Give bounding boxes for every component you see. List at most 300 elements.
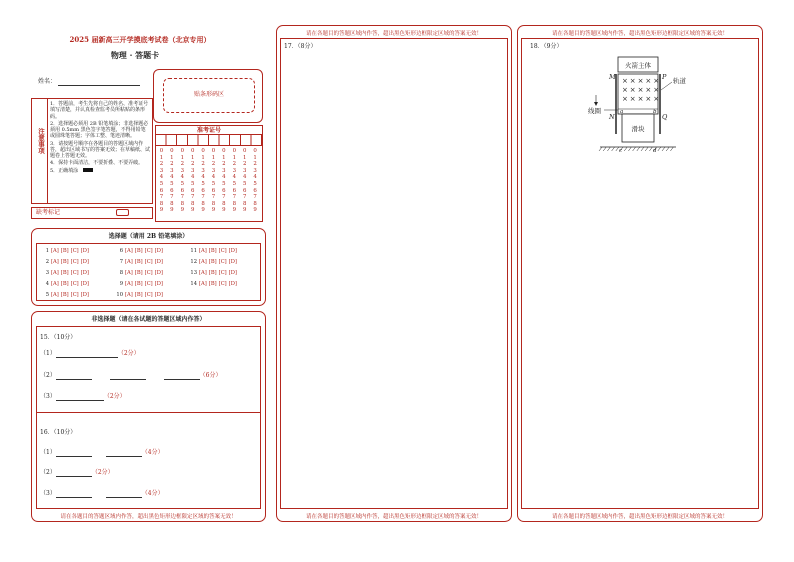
choice-option-bubble[interactable]: [D] [80,292,89,298]
id-digit-bubble[interactable]: 8 [232,200,237,207]
ground-hatch-line [628,147,631,151]
id-digit-bubble[interactable]: 8 [180,200,185,207]
choice-question-row[interactable] [115,259,165,265]
ground-hatch [599,147,673,151]
id-digit-bubble[interactable]: 3 [180,167,185,174]
id-digit-bubble[interactable]: 3 [232,167,237,174]
slider-label: 滑块 [631,125,645,133]
field-x-mark: × [637,86,644,94]
id-digit-bubble[interactable]: 1 [222,154,226,161]
magnetic-field-marks [622,77,659,103]
id-digit-bubble[interactable]: 4 [211,174,216,181]
choice-option-bubble[interactable]: [B] [134,292,143,298]
q16-part2-label: （2） [40,469,56,476]
id-digit-bubble[interactable]: 2 [222,161,226,168]
q15-part2-blank-a[interactable] [56,373,92,380]
ground-hatch-line [607,147,610,151]
id-digit-bubble[interactable]: 2 [232,161,237,168]
coil-label: 线圈 [588,107,601,115]
choice-option-bubble[interactable]: [C] [218,248,227,254]
choice-option-bubble[interactable]: [D] [80,248,89,254]
field-x-mark: × [645,77,652,85]
label-c: c [619,148,623,154]
id-digit-bubble[interactable]: 3 [211,167,216,174]
left-panel [0,0,272,562]
q18-head: 18．（9分） [530,43,563,50]
id-digit-bubble[interactable]: 9 [253,207,257,214]
q16-part3-blank-a[interactable] [56,491,92,498]
choice-question-number: 9 [119,281,123,287]
absent-label: 缺考标记 [36,209,61,216]
choice-option-bubble[interactable]: [B] [134,281,143,287]
id-digit-bubble[interactable]: 1 [180,154,185,161]
id-digit-bubble[interactable]: 4 [190,174,195,181]
id-digit-bubble[interactable]: 6 [242,187,247,194]
id-digit-bubble[interactable]: 3 [222,167,226,174]
id-digit-bubble[interactable]: 7 [190,194,195,201]
id-digit-bubble[interactable]: 3 [253,167,257,174]
id-digit-bubble[interactable]: 2 [242,161,247,168]
id-digit-bubble[interactable]: 9 [242,207,247,214]
id-digit-bubble[interactable]: 0 [253,148,257,154]
q15-part2-label: （2） [40,372,56,379]
id-digit-column[interactable] [230,148,239,214]
id-title: 准考证号 [156,126,262,135]
choice-question-number: 4 [45,281,49,287]
label-Q: Q [662,113,668,121]
q16-part3-score: （4分） [141,490,164,497]
q16-line1[interactable] [40,449,164,457]
choice-option-bubble[interactable]: [D] [80,270,89,276]
q17-head: 17．（8分） [284,43,317,50]
choice-question-number: 12 [190,259,197,265]
id-digit-bubble[interactable]: 6 [190,187,195,194]
id-digit-bubble[interactable]: 8 [211,200,216,207]
q16-part2-blank[interactable] [56,470,92,477]
id-digit-bubble[interactable]: 9 [222,207,226,214]
choice-option-bubble[interactable]: [D] [228,248,237,254]
id-digit-bubble[interactable]: 7 [180,194,185,201]
q15-part3-score: （2分） [103,393,126,400]
choice-option-bubble[interactable]: [A] [125,270,133,276]
id-digit-bubble[interactable]: 4 [232,174,237,181]
choice-option-bubble[interactable]: [C] [218,270,227,276]
q16-part3-blank-b[interactable] [106,491,142,498]
id-digit-column[interactable] [199,148,208,214]
choice-option-bubble[interactable]: [B] [134,259,143,265]
choice-option-bubble[interactable]: [C] [144,281,153,287]
id-digit-bubble[interactable]: 5 [211,180,216,187]
field-x-mark: × [622,77,628,85]
id-digit-bubble[interactable]: 2 [170,161,174,168]
choice-option-bubble[interactable]: [D] [154,281,163,287]
choice-option-bubble[interactable]: [A] [51,248,59,254]
left-notice: 请在各题目的答题区域内作答，超出黑色矩形边框限定区域的答案无效！ [60,514,237,520]
q18-notice-top: 请在各题目的答题区域内作答，超出黑色矩形边框限定区域的答案无效！ [551,31,728,37]
q16-line2[interactable] [40,469,114,477]
choice-option-bubble[interactable]: [A] [199,248,207,254]
name-underline [58,79,140,86]
choice-option-bubble[interactable]: [C] [144,270,153,276]
id-digit-bubble[interactable]: 9 [180,207,185,214]
q15-part1-score: （2分） [117,350,140,357]
q15-part2-blank-c[interactable] [164,373,200,380]
choice-option-bubble[interactable]: [C] [144,292,153,298]
id-digit-bubble[interactable]: 6 [201,187,205,194]
q18-figure [582,52,692,160]
id-digit-bubble[interactable]: 3 [159,167,164,174]
choice-question-number: 13 [190,270,197,276]
id-digit-bubble[interactable]: 5 [190,180,195,187]
id-digit-bubble[interactable]: 1 [242,154,247,161]
choice-question-row[interactable] [41,259,91,265]
exam-title: 2025 届新高三开学摸底考试卷（北京专用） [69,35,211,44]
choice-question-number: 6 [119,248,123,254]
choice-option-bubble[interactable]: [A] [125,259,133,265]
q15-part1-blank[interactable] [56,351,118,358]
choice-question-number: 7 [119,259,123,265]
choice-rows [37,244,262,302]
id-digit-bubble[interactable]: 1 [211,154,216,161]
filled-sample [83,168,93,172]
note-5-text: 5．正确填涂 [50,167,79,174]
q16-part1-label: （1） [40,449,56,456]
id-digit-bubble[interactable]: 2 [253,161,257,168]
id-write-cells [156,135,262,146]
choice-option-bubble[interactable]: [C] [70,248,79,254]
q15-part1-label: （1） [40,350,56,357]
note-2: 2．选择题必须用 2B 铅笔填涂；非选择题必须用 0.5mm 黑色签字笔答题，不得用铅笔或圆珠笔答题；字体工整、笔迹清晰。 [50,120,149,140]
field-x-mark: × [653,86,660,94]
track-label: 轨道 [673,77,686,85]
notes-title: 注意事项 [37,128,45,154]
choice-question-row[interactable] [189,270,239,276]
id-digit-column[interactable] [157,148,166,214]
q15-line3[interactable] [40,393,126,401]
id-digit-bubble[interactable]: 6 [180,187,185,194]
id-digit-bubble[interactable]: 9 [211,207,216,214]
id-digit-bubble[interactable]: 6 [253,187,257,194]
q15-part3-label: （3） [40,393,56,400]
choice-question-row[interactable] [41,281,91,287]
choice-option-bubble[interactable]: [B] [134,248,143,254]
id-digit-bubble[interactable]: 7 [201,194,205,201]
q17-notice-top: 请在各题目的答题区域内作答，超出黑色矩形边框限定区域的答案无效！ [305,31,482,37]
id-digit-bubble[interactable]: 4 [201,174,205,181]
id-digit-bubble[interactable]: 8 [242,200,247,207]
id-digit-bubble[interactable]: 5 [159,180,164,187]
id-digit-column[interactable] [219,148,228,214]
id-digit-bubble[interactable]: 7 [222,194,226,201]
id-digit-bubble[interactable]: 6 [211,187,216,194]
id-digit-bubble[interactable]: 0 [190,148,195,154]
id-digit-bubble[interactable]: 8 [253,200,257,207]
field-x-mark: × [645,86,652,94]
field-x-mark: × [629,77,636,85]
choice-option-bubble[interactable]: [A] [125,248,133,254]
subject-title: 物理 · 答题卡 [110,50,160,60]
field-x-mark: × [637,95,644,103]
q16-part2-score: （2分） [91,469,114,476]
q16-head: 16．（10分） [40,429,77,436]
q18-notice-bottom: 请在各题目的答题区域内作答，超出黑色矩形边框限定区域的答案无效！ [551,514,728,520]
q16-line3[interactable] [40,490,164,498]
choice-option-bubble[interactable]: [B] [208,248,217,254]
id-digit-bubble[interactable]: 4 [180,174,185,181]
q15-head: 15．（10分） [40,334,77,341]
id-digit-bubble[interactable]: 0 [211,148,216,154]
choice-option-bubble[interactable]: [A] [51,281,59,287]
choice-question-row[interactable] [115,270,165,276]
id-digit-bubble[interactable]: 3 [190,167,195,174]
id-digit-bubble[interactable]: 3 [170,167,174,174]
label-a: a [620,109,624,115]
choice-option-bubble[interactable]: [C] [70,270,79,276]
id-digit-columns [157,148,261,220]
choice-option-bubble[interactable]: [A] [51,292,59,298]
id-digit-bubble[interactable]: 6 [232,187,237,194]
id-digit-bubble[interactable]: 7 [159,194,164,201]
id-digit-bubble[interactable]: 2 [180,161,185,168]
id-digit-column[interactable] [240,148,249,214]
choice-question-row[interactable] [115,292,165,298]
id-digit-bubble[interactable]: 1 [170,154,174,161]
absent-checkbox[interactable] [116,209,129,216]
choice-question-number: 1 [45,248,49,254]
label-b: b [653,109,657,115]
id-digit-bubble[interactable]: 0 [180,148,185,154]
choice-option-bubble[interactable]: [B] [208,270,217,276]
field-x-mark: × [622,86,628,94]
id-digit-bubble[interactable]: 8 [222,200,226,207]
choice-option-bubble[interactable]: [D] [80,259,89,265]
rocket-label: 火箭主体 [625,61,651,70]
q17-notice-bottom: 请在各题目的答题区域内作答，超出黑色矩形边框限定区域的答案无效！ [305,514,482,520]
id-digit-column[interactable] [188,148,197,214]
note-3: 3．请按题号顺序在各题目的答题区域内作答，超出区域书写的答案无效；在草稿纸、试题卷上答题无效。 [50,140,151,159]
id-digit-bubble[interactable]: 7 [211,194,216,201]
choice-question-number: 3 [45,270,49,276]
choice-option-bubble[interactable]: [A] [51,259,59,265]
choice-question-row[interactable] [41,248,91,254]
id-digit-bubble[interactable]: 4 [222,174,226,181]
nonchoice-title: 非选择题（请在各试题的答题区域内作答） [91,316,206,323]
q17-answer-area[interactable] [280,38,508,509]
id-digit-bubble[interactable]: 5 [170,180,174,187]
id-digit-bubble[interactable]: 3 [201,167,205,174]
name-label: 姓名： [38,78,57,85]
choice-option-bubble[interactable]: [A] [51,270,59,276]
choice-option-bubble[interactable]: [B] [208,281,217,287]
id-digit-bubble[interactable]: 0 [232,148,237,154]
field-x-mark: × [622,95,628,103]
ground-hatch-line [649,147,652,151]
id-digit-bubble[interactable]: 2 [211,161,216,168]
choice-option-bubble[interactable]: [D] [80,281,89,287]
id-digit-bubble[interactable]: 0 [201,148,205,154]
id-digit-bubble[interactable]: 5 [242,180,247,187]
id-digit-bubble[interactable]: 3 [242,167,247,174]
id-digit-bubble[interactable]: 7 [242,194,247,201]
choice-question-number: 11 [190,248,197,254]
field-x-mark: × [629,95,636,103]
id-digit-bubble[interactable]: 8 [190,200,195,207]
note-1: 1．答题前，考生先将自己的姓名、准考证号填写清楚，并认真检查监考员所粘贴的条形码。 [50,101,149,120]
id-digit-bubble[interactable]: 4 [170,174,174,181]
choice-question-row[interactable] [115,281,165,287]
note-5 [50,168,150,174]
ground-hatch-line [666,147,669,151]
id-digit-column[interactable] [209,148,218,214]
id-digit-bubble[interactable]: 8 [201,200,205,207]
q15-part2-score: （6分） [199,372,222,379]
id-digit-bubble[interactable]: 7 [170,194,174,201]
choice-option-bubble[interactable]: [C] [70,292,79,298]
id-digit-bubble[interactable]: 2 [159,161,164,168]
notes-list [50,101,150,174]
q15-line2[interactable] [40,372,222,380]
q15-part3-blank[interactable] [56,394,104,401]
q15-part2-blank-b[interactable] [110,373,146,380]
choice-option-bubble[interactable]: [B] [60,270,69,276]
choice-option-bubble[interactable]: [B] [60,248,69,254]
id-digit-bubble[interactable]: 8 [170,200,174,207]
choice-option-bubble[interactable]: [D] [228,270,237,276]
field-x-mark: × [629,86,636,94]
q15-line1[interactable] [40,350,140,358]
choice-option-bubble[interactable]: [A] [199,281,207,287]
field-x-mark: × [645,95,652,103]
ground-hatch-line [658,147,661,151]
id-digit-bubble[interactable]: 4 [242,174,247,181]
id-digit-bubble[interactable]: 9 [232,207,237,214]
choice-option-bubble[interactable]: [D] [154,259,163,265]
name-field[interactable] [38,78,153,86]
id-digit-bubble[interactable]: 8 [159,200,164,207]
id-digit-bubble[interactable]: 7 [232,194,237,201]
ground-hatch-line [603,147,606,151]
choice-option-bubble[interactable]: [C] [218,281,227,287]
id-digit-bubble[interactable]: 2 [190,161,195,168]
choice-option-bubble[interactable]: [D] [154,248,163,254]
id-digit-bubble[interactable]: 1 [232,154,237,161]
choice-option-bubble[interactable]: [C] [144,259,153,265]
choice-question-row[interactable] [115,248,165,254]
id-digit-bubble[interactable]: 9 [170,207,174,214]
id-digit-bubble[interactable]: 7 [253,194,257,201]
choice-question-row[interactable] [189,281,239,287]
id-digit-bubble[interactable]: 0 [159,148,164,154]
q16-part1-score: （4分） [141,449,164,456]
id-digit-bubble[interactable]: 9 [159,207,164,214]
id-digit-bubble[interactable]: 4 [253,174,257,181]
choice-option-bubble[interactable]: [B] [208,259,217,265]
id-digit-bubble[interactable]: 0 [170,148,174,154]
choice-option-bubble[interactable]: [B] [60,281,69,287]
q16-part1-blank-a[interactable] [56,450,92,457]
id-digit-bubble[interactable]: 4 [159,174,164,181]
choice-option-bubble[interactable]: [B] [134,270,143,276]
id-digit-bubble[interactable]: 9 [190,207,195,214]
choice-question-number: 10 [116,292,123,298]
id-digit-bubble[interactable]: 5 [232,180,237,187]
choice-option-bubble[interactable]: [C] [70,281,79,287]
id-digit-bubble[interactable]: 9 [201,207,205,214]
ground-hatch-line [612,147,615,151]
choice-question-number: 5 [45,292,49,298]
choice-option-bubble[interactable]: [D] [154,270,163,276]
id-digit-bubble[interactable]: 2 [201,161,205,168]
coil-arrow-head [594,102,598,106]
choice-option-bubble[interactable]: [C] [144,248,153,254]
ground-hatch-line [662,147,665,151]
choice-question-row[interactable] [41,292,91,298]
id-digit-column[interactable] [178,148,187,214]
id-digit-bubble[interactable]: 1 [253,154,257,161]
choice-option-bubble[interactable]: [C] [218,259,227,265]
ground-hatch-line [637,147,640,151]
field-x-mark: × [653,95,660,103]
id-digit-bubble[interactable]: 5 [180,180,185,187]
choice-grid [36,243,261,301]
choice-question-number: 14 [190,281,197,287]
notes-divider [47,98,48,204]
id-digit-column[interactable] [251,148,260,214]
choice-option-bubble[interactable]: [B] [60,292,69,298]
choice-title: 选择题（请用 2B 铅笔填涂） [108,233,189,240]
ground-hatch-line [633,147,636,151]
id-digit-bubble[interactable]: 6 [159,187,164,194]
id-digit-bubble[interactable]: 6 [170,187,174,194]
q16-part1-blank-b[interactable] [106,450,142,457]
id-digit-bubble[interactable]: 5 [222,180,226,187]
ground-hatch-line [599,147,602,151]
id-digit-bubble[interactable]: 1 [159,154,164,161]
id-digit-bubble[interactable]: 0 [242,148,247,154]
q15-q16-divider [36,412,261,413]
barcode-label: 贴条形码区 [193,91,224,98]
choice-option-bubble[interactable]: [A] [199,270,207,276]
field-x-mark: × [637,77,644,85]
id-digit-bubble[interactable]: 1 [190,154,195,161]
choice-option-bubble[interactable]: [B] [60,259,69,265]
id-digit-bubble[interactable]: 1 [201,154,205,161]
ground-hatch-line [624,147,627,151]
choice-option-bubble[interactable]: [A] [125,292,133,298]
choice-question-number: 2 [45,259,49,265]
choice-option-bubble[interactable]: [D] [228,281,237,287]
id-digit-bubble[interactable]: 0 [222,148,226,154]
choice-option-bubble[interactable]: [C] [70,259,79,265]
choice-question-row[interactable] [189,259,239,265]
note-4: 4．保持卡面清洁，不要折叠、不要弄破。 [50,160,144,167]
id-digit-bubble[interactable]: 5 [201,180,205,187]
id-digit-column[interactable] [167,148,176,214]
field-x-mark: × [653,77,660,85]
id-digit-bubble[interactable]: 6 [222,187,226,194]
choice-option-bubble[interactable]: [A] [125,281,133,287]
id-digit-bubble[interactable]: 5 [253,180,257,187]
choice-question-row[interactable] [41,270,91,276]
label-d: d [653,148,657,154]
choice-question-row[interactable] [189,248,239,254]
choice-option-bubble[interactable]: [A] [199,259,207,265]
ground-hatch-line [670,147,673,151]
label-M: M [609,73,616,81]
id-grid[interactable] [155,125,263,222]
choice-option-bubble[interactable]: [D] [154,292,163,298]
choice-option-bubble[interactable]: [D] [228,259,237,265]
